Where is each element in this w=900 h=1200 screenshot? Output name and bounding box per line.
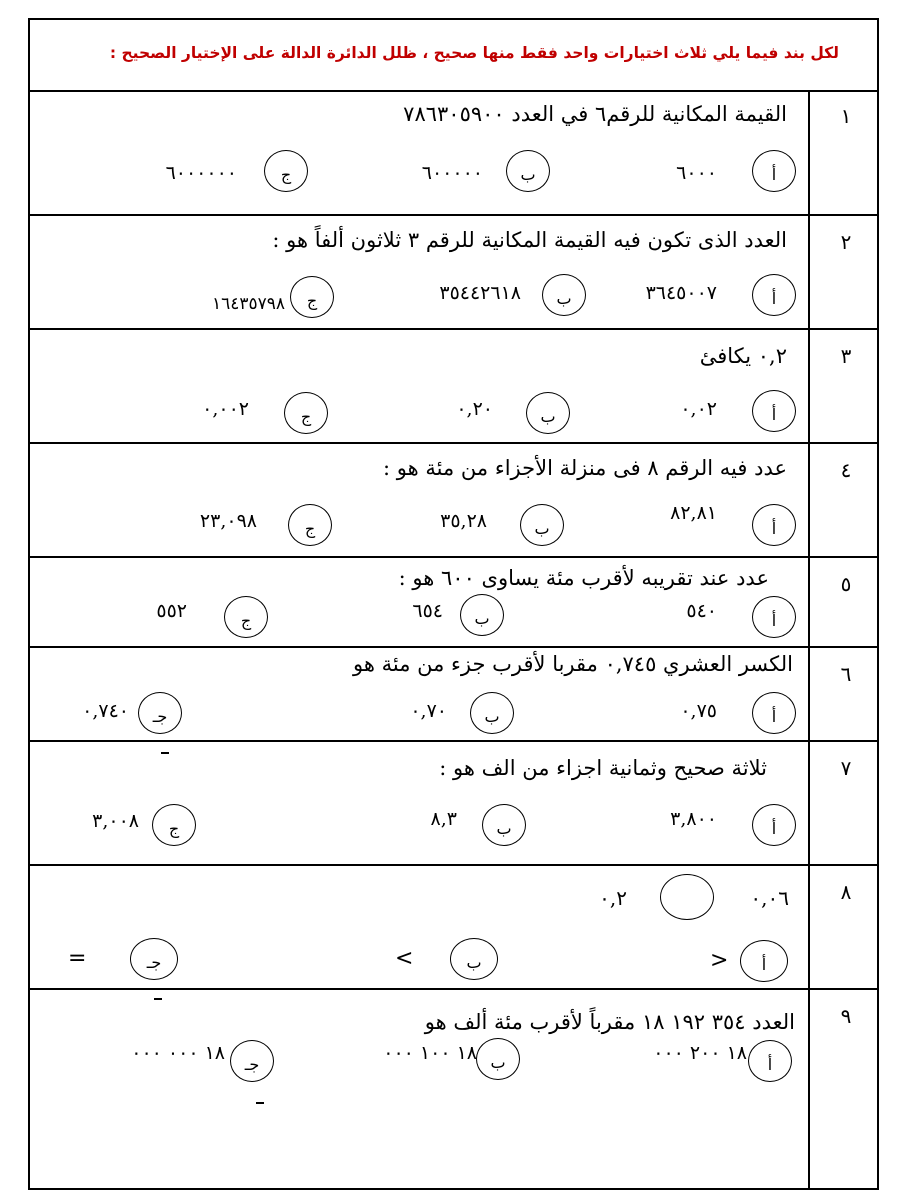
option-a-letter: أ xyxy=(771,519,777,538)
question-row xyxy=(30,742,877,866)
option-a-circle[interactable] xyxy=(740,940,788,982)
option-b-value: ٨,٣ xyxy=(430,808,457,830)
option-b-value: ٠,٧٠ xyxy=(410,700,447,722)
option-c-letter: ج xyxy=(168,819,180,838)
option-a-value: < xyxy=(710,948,729,973)
question-text: الكسر العشري ٠,٧٤٥ مقربا لأقرب جزء من مئة هو xyxy=(353,652,793,676)
option-b-letter: ب xyxy=(556,289,572,308)
option-c-circle[interactable] xyxy=(138,692,182,734)
option-a-value: ٠,٧٥ xyxy=(680,700,717,722)
option-c-circle[interactable] xyxy=(152,804,196,846)
option-a-letter: أ xyxy=(761,955,767,974)
option-b-letter: ب xyxy=(520,165,536,184)
option-c-letter: ج xyxy=(280,165,292,184)
question-text: ٠,٢ يكافئ xyxy=(699,344,787,368)
question-number: ٥ xyxy=(840,572,852,596)
option-c-value: ٥٥٢ xyxy=(156,600,187,622)
option-b-circle[interactable] xyxy=(506,150,550,192)
compare-left-value: ٠,٠٦ xyxy=(750,886,789,910)
option-c-value: ٣,٠٠٨ xyxy=(92,810,139,832)
option-a-letter: أ xyxy=(771,819,777,838)
option-c-letter: ج xyxy=(240,611,252,630)
option-b-letter: ب xyxy=(540,407,556,426)
option-c-letter: جـ xyxy=(152,707,168,726)
option-a-value: ٣٦٤٥٠٠٧ xyxy=(645,282,717,304)
question-number: ٩ xyxy=(840,1004,852,1028)
option-c-value: ١٨ ٠٠٠ ٠٠٠ xyxy=(131,1042,225,1064)
option-b-value: ١٨ ١٠٠ ٠٠٠ xyxy=(383,1042,477,1064)
question-row xyxy=(30,90,877,216)
option-c-circle[interactable] xyxy=(264,150,308,192)
option-c-circle[interactable] xyxy=(130,938,178,980)
option-a-letter: أ xyxy=(767,1055,773,1074)
option-c-circle[interactable] xyxy=(230,1040,274,1082)
option-b-value: ٣٥,٢٨ xyxy=(440,510,487,532)
question-number: ٦ xyxy=(840,662,852,686)
option-b-value: ٠,٢٠ xyxy=(456,398,493,420)
stray-mark xyxy=(256,1102,264,1104)
option-c-circle[interactable] xyxy=(224,596,268,638)
option-a-letter: أ xyxy=(771,611,777,630)
option-c-letter: جـ xyxy=(244,1055,260,1074)
question-number: ٢ xyxy=(840,230,852,254)
option-b-letter: ب xyxy=(484,707,500,726)
option-a-circle[interactable] xyxy=(752,150,796,192)
option-c-value: ٠,٧٤٠ xyxy=(82,700,129,722)
option-a-letter: أ xyxy=(771,165,777,184)
option-b-value: ٣٥٤٤٢٦١٨ xyxy=(439,282,521,304)
question-number: ٧ xyxy=(840,756,852,780)
option-c-value: ٠,٠٠٢ xyxy=(202,398,249,420)
question-number: ٤ xyxy=(840,458,852,482)
option-b-circle[interactable] xyxy=(450,938,498,980)
compare-right-value: ٠,٢ xyxy=(599,886,627,910)
option-a-value: ٦٠٠٠ xyxy=(676,162,717,184)
option-a-circle[interactable] xyxy=(748,1040,792,1082)
option-b-circle[interactable] xyxy=(520,504,564,546)
option-c-letter: جـ xyxy=(146,953,162,972)
option-b-circle[interactable] xyxy=(460,594,504,636)
option-a-value: ٨٢,٨١ xyxy=(670,502,717,524)
compare-blank-circle[interactable] xyxy=(660,874,714,920)
option-a-letter: أ xyxy=(771,707,777,726)
option-b-value: > xyxy=(395,946,414,971)
option-c-value: = xyxy=(68,946,87,971)
option-c-value: ٦٠٠٠٠٠٠ xyxy=(165,162,237,184)
option-a-letter: أ xyxy=(771,289,777,308)
option-b-letter: ب xyxy=(474,609,490,628)
option-b-letter: ب xyxy=(490,1053,506,1072)
question-row xyxy=(30,444,877,558)
option-b-letter: ب xyxy=(466,953,482,972)
option-b-letter: ب xyxy=(534,519,550,538)
question-row xyxy=(30,330,877,444)
question-row xyxy=(30,866,877,990)
option-a-circle[interactable] xyxy=(752,504,796,546)
question-text: العدد الذى تكون فيه القيمة المكانية للرقم ٣ ثلاثون ألفاً هو : xyxy=(272,228,787,252)
option-a-value: ١٨ ٢٠٠ ٠٠٠ xyxy=(653,1042,747,1064)
option-b-circle[interactable] xyxy=(482,804,526,846)
option-c-circle[interactable] xyxy=(288,504,332,546)
option-c-letter: ج xyxy=(306,291,318,310)
option-a-value: ٣,٨٠٠ xyxy=(670,808,717,830)
question-text: عدد عند تقريبه لأقرب مئة يساوى ٦٠٠ هو : xyxy=(398,566,769,590)
option-a-value: ٠,٠٢ xyxy=(680,398,717,420)
option-c-circle[interactable] xyxy=(290,276,334,318)
option-b-value: ٦٥٤ xyxy=(412,600,443,622)
option-c-circle[interactable] xyxy=(284,392,328,434)
question-row xyxy=(30,648,877,742)
question-text: العدد ٣٥٤ ١٩٢ ١٨ مقرباً لأقرب مئة ألف هو xyxy=(424,1010,795,1034)
option-a-circle[interactable] xyxy=(752,390,796,432)
option-a-circle[interactable] xyxy=(752,596,796,638)
option-c-value: ١٦٤٣٥٧٩٨ xyxy=(211,294,285,314)
option-a-letter: أ xyxy=(771,405,777,424)
option-b-value: ٦٠٠٠٠٠ xyxy=(421,162,483,184)
question-row xyxy=(30,990,877,1190)
instructions-header xyxy=(30,20,877,92)
option-a-value: ٥٤٠ xyxy=(686,600,717,622)
option-c-letter: ج xyxy=(300,407,312,426)
question-text: القيمة المكانية للرقم٦ في العدد ٧٨٦٣٠٥٩٠٠ xyxy=(403,102,787,126)
question-number: ٣ xyxy=(840,344,852,368)
question-text: عدد فيه الرقم ٨ فى منزلة الأجزاء من مئة هو : xyxy=(383,456,787,480)
option-a-circle[interactable] xyxy=(752,274,796,316)
option-a-circle[interactable] xyxy=(752,692,796,734)
option-b-letter: ب xyxy=(496,819,512,838)
question-text: ثلاثة صحيح وثمانية اجزاء من الف هو : xyxy=(439,756,767,780)
option-c-value: ٢٣,٠٩٨ xyxy=(199,510,257,532)
option-c-letter: ج xyxy=(304,519,316,538)
worksheet xyxy=(28,18,879,1190)
question-number: ٨ xyxy=(840,880,852,904)
question-row xyxy=(30,216,877,330)
stray-mark xyxy=(154,998,162,1000)
instructions-text: لكل بند فيما يلي ثلاث اختيارات واحد فقط منها صحيح ، ظلل الدائرة الدالة على الإختيار الصحيح : xyxy=(109,44,839,62)
option-b-circle[interactable] xyxy=(526,392,570,434)
option-b-circle[interactable] xyxy=(470,692,514,734)
option-b-circle[interactable] xyxy=(476,1038,520,1080)
option-b-circle[interactable] xyxy=(542,274,586,316)
option-a-circle[interactable] xyxy=(752,804,796,846)
question-number: ١ xyxy=(840,104,852,128)
question-row xyxy=(30,558,877,648)
